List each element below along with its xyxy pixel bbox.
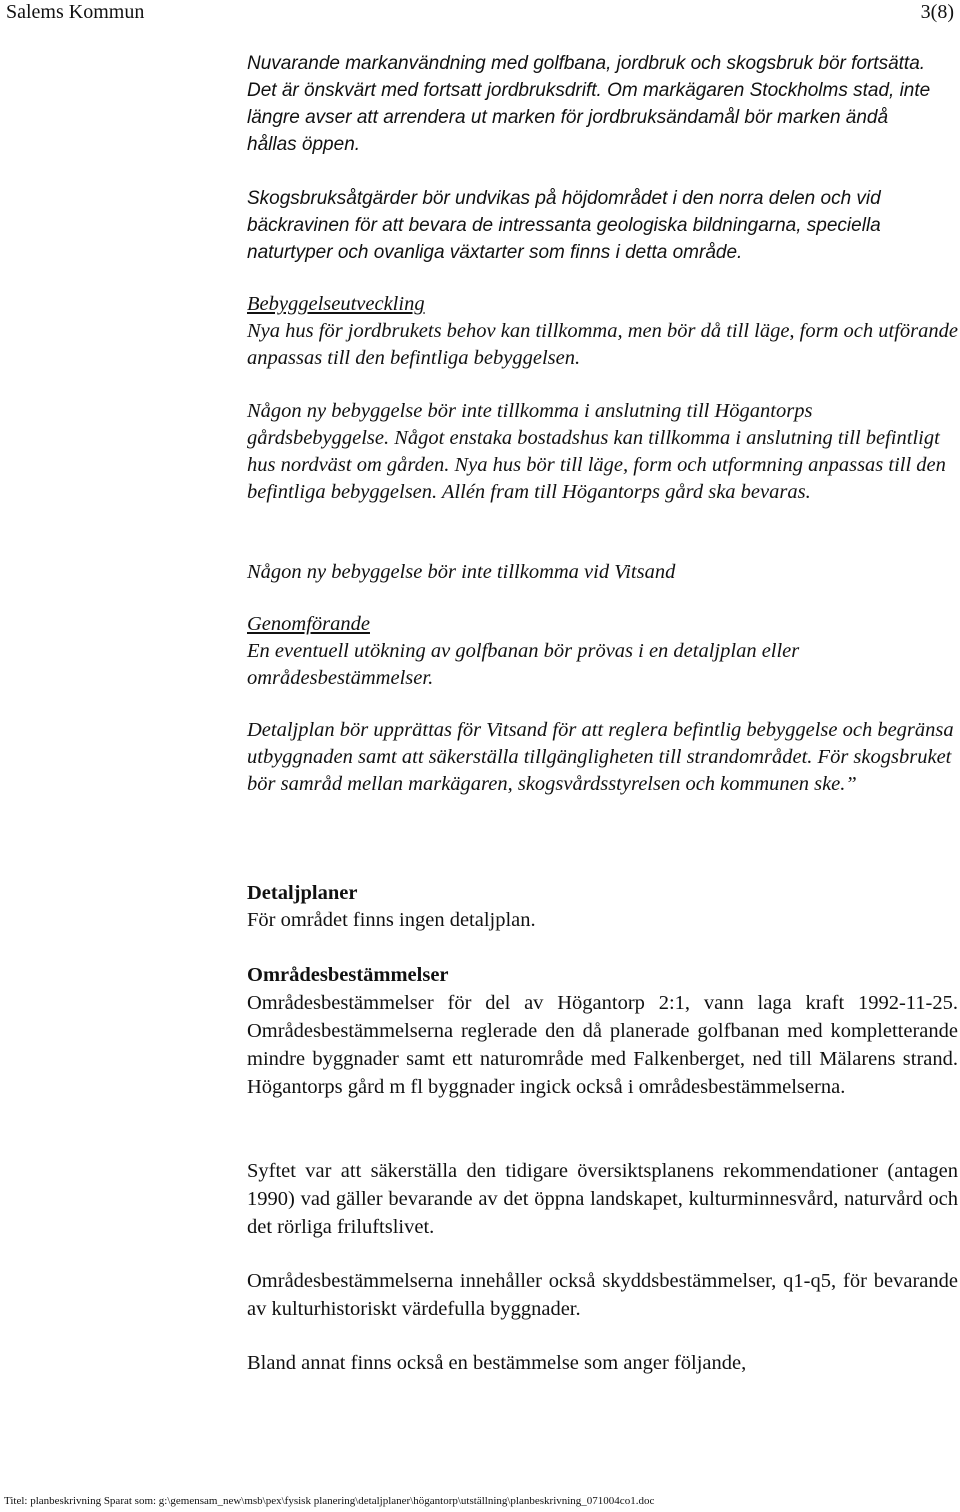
omradesbestammelser-section [247, 962, 958, 1101]
p3-block [247, 291, 960, 372]
paragraph-bland-annat: Bland annat finns också en bestämmelse som anger följande, [247, 1352, 747, 1374]
p11-block [247, 1267, 958, 1323]
paragraph-vitsand: Någon ny bebyggelse bör inte tillkomma vid Vitsand [247, 561, 676, 583]
p6-block [247, 611, 907, 692]
paragraph-skyddsbestammelser: Områdesbestämmelserna innehåller också skyddsbestämmelser, q1-q5, för bevarande av kulturhistoriskt värdefulla byggnader. [247, 1270, 958, 1320]
paragraph-omradesbestammelser: Områdesbestämmelser för del av Högantorp 2:1, vann laga kraft 1992-11-25. Områdesbestämmelserna reglerade den då planerade golfbanan med kompletterande mindre byggnader samt ett naturområde med Falkenberget, ned till Mälarens strand. Högantorps gård m fl byggnader ingick också i områdesbestämmelserna. [247, 992, 958, 1098]
p1-block [247, 50, 937, 158]
heading-detaljplaner: Detaljplaner [247, 882, 358, 904]
paragraph-markanvandning: Nuvarande markanvändning med golfbana, jordbruk och skogsbruk bör fortsätta. Det är önskvärt med fortsatt jordbruksdrift. Om markägaren Stockholms stad, inte längre avser att arrendera ut marken för jordbruksändamål bör marken ändå hållas öppen. [247, 53, 931, 155]
paragraph-golfbana-utokning: En eventuell utökning av golfbanan bör prövas i en detaljplan eller områdesbestämmelser. [247, 640, 800, 689]
p2-block [247, 185, 960, 266]
heading-omradesbestammelser: Områdesbestämmelser [247, 964, 449, 986]
page-number: 3(8) [920, 1, 954, 23]
p12-block [247, 1350, 958, 1377]
heading-bebyggelseutveckling: Bebyggelseutveckling [247, 293, 425, 315]
header-municipality: Salems Kommun [6, 1, 145, 23]
paragraph-detaljplan-vitsand: Detaljplan bör upprättas för Vitsand för att reglera befintlig bebyggelse och begränsa utbyggnaden samt att säkerställa tillgängligheten till strandområdet. För skogsbruket bör samråd mellan markägaren, skogsvårdsstyrelsen och kommunen ske.” [247, 719, 954, 795]
detaljplaner-section [247, 880, 960, 934]
paragraph-skogsbruk: Skogsbruksåtgärder bör undvikas på höjdområdet i den norra delen och vid bäckravinen för att bevara de intressanta geologiska bildningarna, speciella naturtyper och ovanliga växtarter som finns i detta område. [247, 188, 881, 263]
paragraph-hogantorp-bebyggelse: Någon ny bebyggelse bör inte tillkomma i anslutning till Högantorps gårdsbebyggelse. Något enstaka bostadshus kan tillkomma i anslutning till befintligt hus nordväst om gården. Nya hus bör till läge, form och utformning anpassas till den befintliga bebyggelsen. Allén fram till Högantorps gård ska bevaras. [247, 400, 946, 503]
p7-block [247, 717, 960, 798]
heading-genomforande: Genomförande [247, 613, 370, 635]
p4-block [247, 398, 952, 506]
document-footer: Titel: planbeskrivning Sparat som: g:\gemensam_new\msb\pex\fysisk planering\detaljplaner\högantorp\utställning\planbeskrivning_071004co1.doc [4, 1495, 655, 1507]
page-header [0, 0, 960, 28]
paragraph-syftet: Syftet var att säkerställa den tidigare översiktsplanens rekommendationer (antagen 1990) vad gäller bevarande av det öppna landskapet, kulturminnesvård, naturvård och det rörliga friluftslivet. [247, 1160, 958, 1238]
p10-block [247, 1157, 958, 1241]
p5-block [247, 559, 960, 586]
paragraph-ingen-detaljplan: För området finns ingen detaljplan. [247, 909, 536, 931]
paragraph-nya-hus: Nya hus för jordbrukets behov kan tillkomma, men bör då till läge, form och utförande anpassas till den befintliga bebyggelsen. [247, 320, 958, 369]
